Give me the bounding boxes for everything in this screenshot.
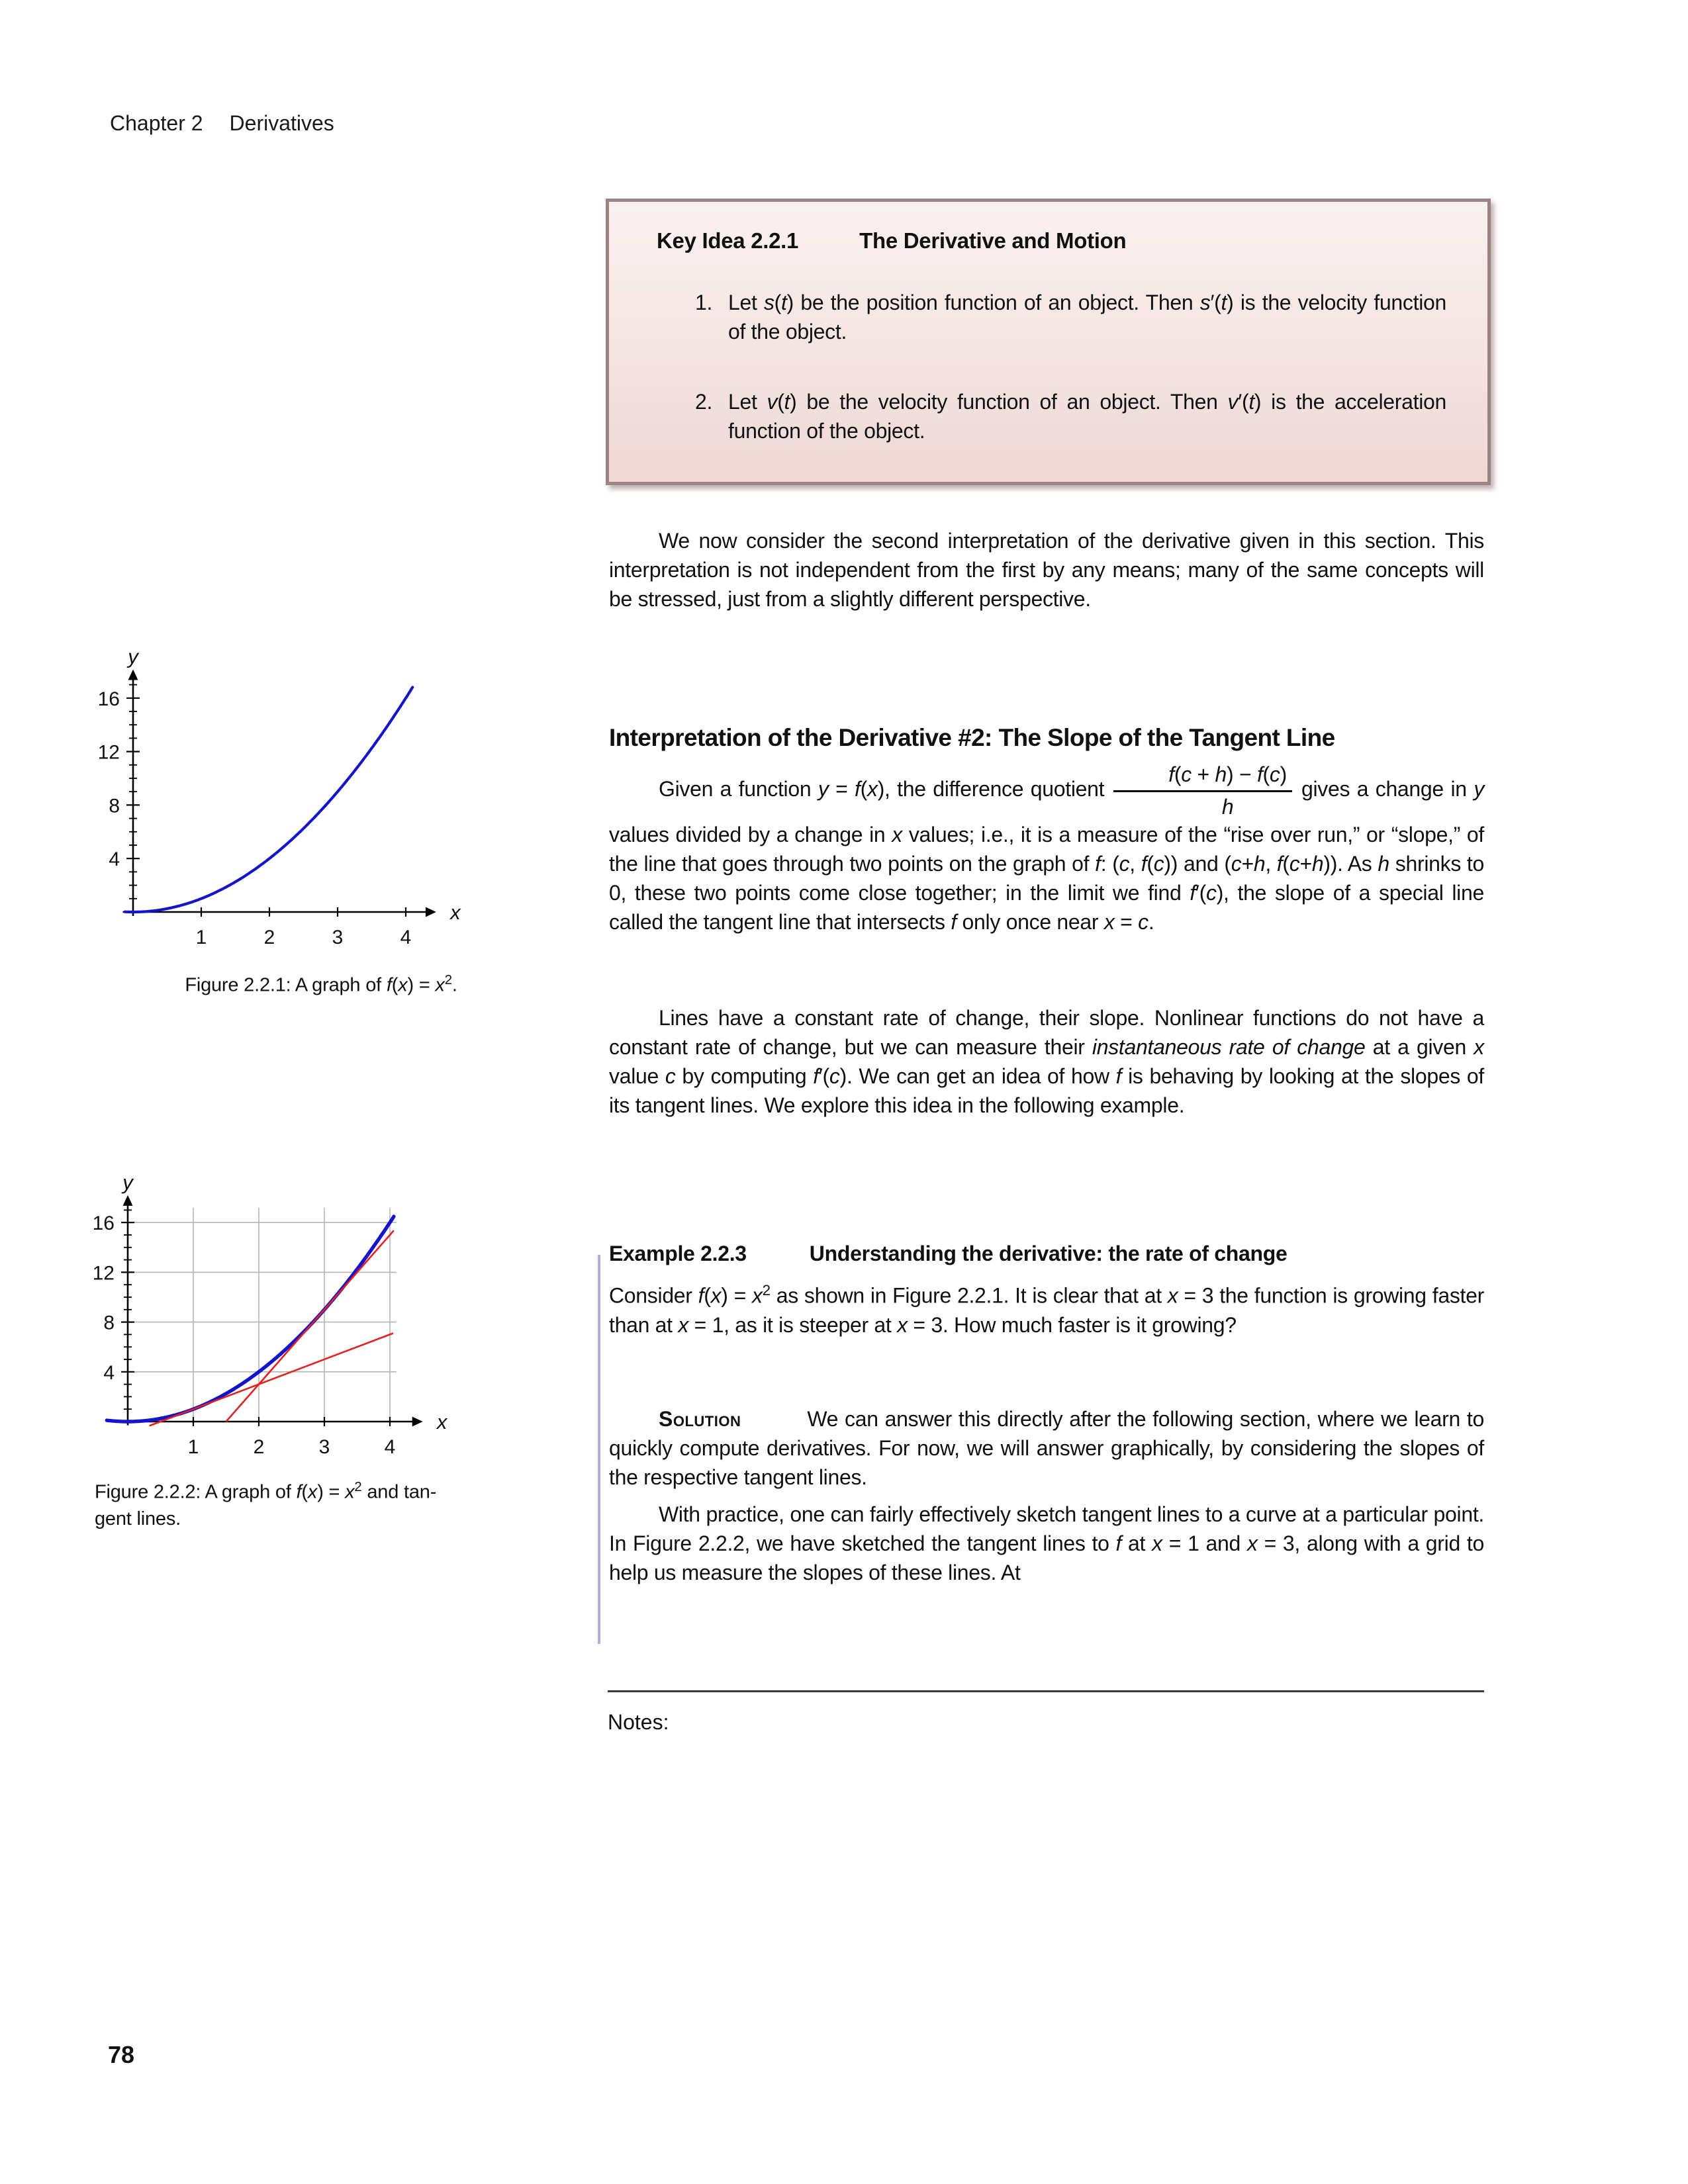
svg-text:3: 3: [332, 927, 344, 948]
notes-divider: [608, 1690, 1484, 1692]
svg-text:1: 1: [195, 927, 207, 948]
difference-quotient-paragraph: [609, 761, 1484, 936]
svg-text:1: 1: [187, 1436, 199, 1458]
svg-text:y: y: [122, 1170, 133, 1194]
rates-paragraph: Lines have a constant rate of change, their slope. Nonlinear functions do not have a constant rate of change, but we can measure their instantaneous rate of change at a given x value c by computing f′(c). We can get an idea of how f is behaving by looking at the slopes of its tangent lines. We explore this idea in the following example.: [609, 1006, 1484, 1117]
svg-text:4: 4: [103, 1361, 115, 1384]
svg-text:16: 16: [97, 688, 120, 710]
item-text: Let v(t) be the velocity function of an object. Then v′(t) is the acceleration function of the object.: [728, 390, 1446, 443]
figure-2-2-2-plot: [78, 1170, 541, 1466]
key-idea-label: Key Idea 2.2.1: [657, 228, 799, 253]
chapter-title: Derivatives: [229, 111, 334, 135]
chapter-label: Chapter 2: [110, 111, 203, 135]
solution-paragraph-2: With practice, one can fairly effectively sketch tangent lines to a curve at a particular point. In Figure 2.2.2, we have sketched the tangent lines to f at x = 1 and x = 3, along with a grid to help us measure the slopes of these lines. At: [609, 1502, 1484, 1584]
key-idea-title-row: [657, 228, 1448, 253]
solution-text: We can answer this directly after the following section, where we learn to quickly compute derivatives. For now, we will answer graphically, by considering the slopes of the respective tangent lines.: [609, 1407, 1484, 1489]
svg-text:x: x: [450, 901, 461, 924]
item-text: Let s(t) be the position function of an object. Then s′(t) is the velocity function of the object.: [728, 291, 1447, 343]
example-rule: [598, 1255, 600, 1644]
chapter-header: [110, 111, 334, 136]
notes-label: Notes:: [608, 1710, 669, 1734]
figure-2-2-1-plot: [93, 645, 549, 964]
key-idea-heading: The Derivative and Motion: [859, 228, 1127, 253]
svg-text:x: x: [436, 1410, 447, 1433]
section-heading: Interpretation of the Derivative #2: The Slope of the Tangent Line: [609, 724, 1335, 751]
svg-text:2: 2: [263, 927, 275, 948]
quotient-text-before: Given a function y = f(x), the difference quotient: [659, 776, 1105, 801]
svg-text:16: 16: [92, 1212, 115, 1235]
intro-paragraph: We now consider the second interpretation of the derivative given in this section. This interpretation is not independent from the first by any means; many of the same concepts will be stressed, just from a slightly different perspective.: [609, 529, 1484, 611]
fraction-denominator: h: [1221, 795, 1234, 819]
svg-text:4: 4: [400, 927, 412, 948]
page-number: 78: [108, 2041, 135, 2068]
solution-label: Solution: [659, 1407, 741, 1431]
quotient-text-after: gives a change in y values divided by a change in x values; i.e., it is a measure of the “rise over run,” or “slope,” of the line that goes through two points on the graph of f: (c, f(c)) and (c+h, f(c+h)). As h shrinks to 0, these two points come close together; in the limit we find f′(c), the slope of a special line called the tangent line that intersects f only once near x = c.: [609, 776, 1485, 934]
example-label: Example 2.2.3: [609, 1242, 747, 1265]
svg-text:4: 4: [384, 1436, 396, 1458]
figure-2-2-2: [78, 1170, 541, 1532]
example-heading: [609, 1242, 1288, 1266]
svg-text:y: y: [128, 645, 138, 668]
figure-2-2-1: [93, 645, 549, 999]
svg-text:12: 12: [92, 1262, 115, 1285]
fraction-numerator: f(c + h) − f(c): [1113, 761, 1292, 792]
figure-2-2-2-caption: Figure 2.2.2: A graph of $f(x) = x^2$ and tan- gent lines.: [95, 1480, 437, 1529]
figure-2-2-1-caption: Figure 2.2.1: A graph of $f(x) = x^2$.: [185, 973, 457, 996]
svg-text:12: 12: [97, 741, 120, 764]
svg-text:8: 8: [109, 795, 120, 817]
svg-text:4: 4: [109, 848, 120, 871]
key-idea-item: [609, 387, 1487, 445]
difference-quotient-fraction: [1113, 761, 1292, 820]
key-idea-item: [609, 288, 1487, 346]
item-number: 1.: [695, 291, 713, 314]
svg-text:2: 2: [253, 1436, 265, 1458]
example-body: Consider $f(x) = x^2$ as shown in Figure 2.2.1. It is clear that at x = 3 the function is growing faster than at x = 1, as it is steeper at x = 3. How much faster is it growing?: [609, 1282, 1484, 1337]
key-idea-box: [606, 199, 1491, 485]
item-number: 2.: [695, 390, 713, 414]
solution-paragraph: [609, 1404, 1484, 1492]
svg-text:8: 8: [103, 1312, 115, 1334]
svg-text:3: 3: [318, 1436, 330, 1458]
example-title: Understanding the derivative: the rate of change: [809, 1242, 1288, 1265]
